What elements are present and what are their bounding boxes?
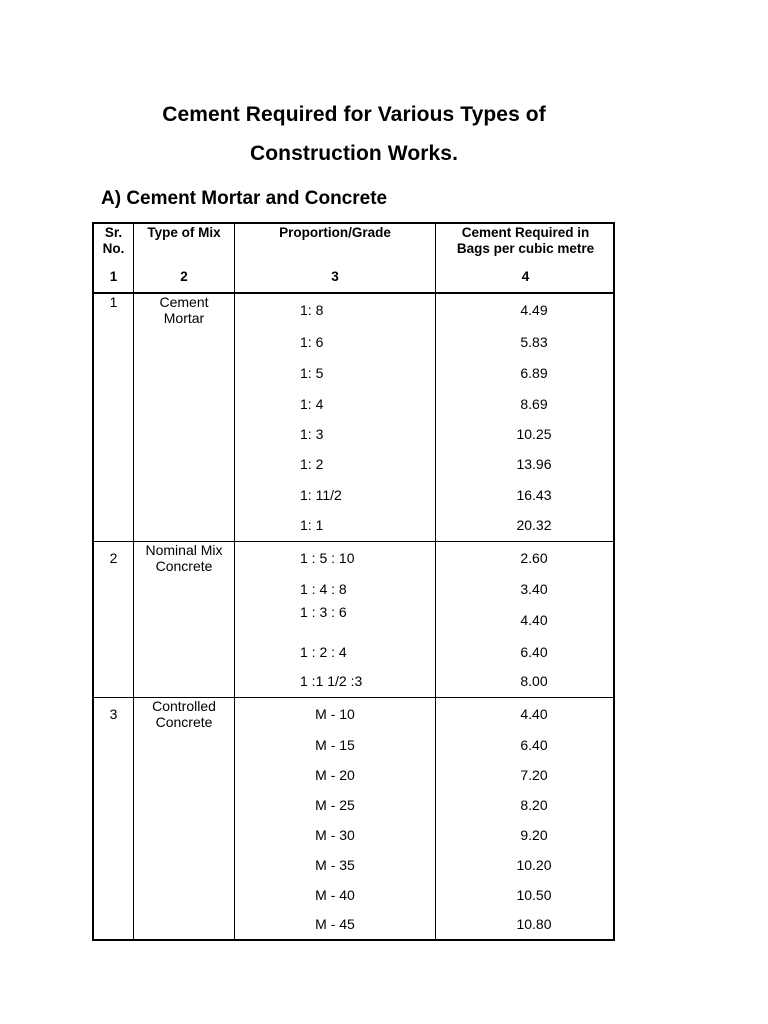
- page-title-line-2: Construction Works.: [249, 142, 459, 165]
- proportion-cell: 1: 4: [300, 396, 324, 412]
- proportion-cell: M - 30: [315, 827, 355, 843]
- sr-no-cell: 2: [109, 550, 118, 566]
- column-number: 1: [109, 269, 118, 284]
- cement-value-cell: 8.20: [520, 797, 548, 813]
- sr-no-cell: 3: [109, 706, 118, 722]
- proportion-cell: 1: 6: [300, 334, 324, 350]
- cement-value-cell: 13.96: [516, 456, 552, 472]
- proportion-cell: 1: 5: [300, 365, 324, 381]
- proportion-cell: 1 : 5 : 10: [300, 550, 355, 566]
- cement-value-cell: 2.60: [520, 550, 548, 566]
- cement-value-cell: 5.83: [520, 334, 548, 350]
- cement-value-cell: 10.20: [516, 857, 552, 873]
- proportion-cell: M - 10: [315, 706, 355, 722]
- cement-value-cell: 7.20: [520, 767, 548, 783]
- header-sr-no: Sr. No.: [102, 225, 125, 256]
- cement-value-cell: 3.40: [520, 581, 548, 597]
- sr-no-cell: 1: [109, 294, 118, 310]
- cement-value-cell: 10.80: [516, 916, 552, 932]
- proportion-cell: 1: 8: [300, 302, 324, 318]
- cement-value-cell: 4.40: [520, 706, 548, 722]
- proportion-cell: M - 15: [315, 737, 355, 753]
- cement-value-cell: 16.43: [516, 487, 552, 503]
- type-of-mix-cell: Controlled Concrete: [152, 698, 216, 730]
- proportion-cell: M - 20: [315, 767, 355, 783]
- proportion-cell: 1 : 3 : 6: [300, 604, 347, 620]
- proportion-cell: M - 45: [315, 916, 355, 932]
- proportion-cell: 1 : 4 : 8: [300, 581, 347, 597]
- proportion-cell: M - 35: [315, 857, 355, 873]
- proportion-cell: 1: 3: [300, 426, 324, 442]
- page-title-line-1: Cement Required for Various Types of: [162, 103, 546, 126]
- cement-value-cell: 9.20: [520, 827, 548, 843]
- header-cement-required: Cement Required in Bags per cubic metre: [456, 225, 595, 256]
- type-of-mix-cell: Nominal Mix Concrete: [145, 542, 223, 574]
- cement-table: [92, 222, 615, 941]
- column-number: 3: [331, 269, 339, 284]
- header-type-of-mix: Type of Mix: [147, 225, 221, 240]
- header-proportion: Proportion/Grade: [279, 225, 391, 240]
- cement-value-cell: 4.49: [520, 302, 548, 318]
- cement-value-cell: 8.69: [520, 396, 548, 412]
- proportion-cell: 1: 1: [300, 517, 324, 533]
- cement-value-cell: 6.89: [520, 365, 548, 381]
- column-number: 4: [521, 269, 530, 284]
- proportion-cell: 1 :1 1/2 :3: [300, 673, 363, 689]
- cement-value-cell: 10.50: [516, 887, 552, 903]
- cement-value-cell: 4.40: [520, 612, 548, 628]
- cement-value-cell: 6.40: [520, 737, 548, 753]
- proportion-cell: 1: 2: [300, 456, 324, 472]
- type-of-mix-cell: Cement Mortar: [159, 294, 209, 326]
- proportion-cell: 1 : 2 : 4: [300, 644, 347, 660]
- section-heading: A) Cement Mortar and Concrete: [101, 188, 388, 209]
- cement-value-cell: 6.40: [520, 644, 548, 660]
- cement-value-cell: 10.25: [516, 426, 552, 442]
- column-number: 2: [180, 269, 188, 284]
- cement-value-cell: 20.32: [516, 517, 552, 533]
- cement-value-cell: 8.00: [520, 673, 548, 689]
- proportion-cell: M - 25: [315, 797, 355, 813]
- column-divider: [133, 224, 134, 939]
- proportion-cell: M - 40: [315, 887, 355, 903]
- proportion-cell: 1: 11/2: [300, 487, 342, 503]
